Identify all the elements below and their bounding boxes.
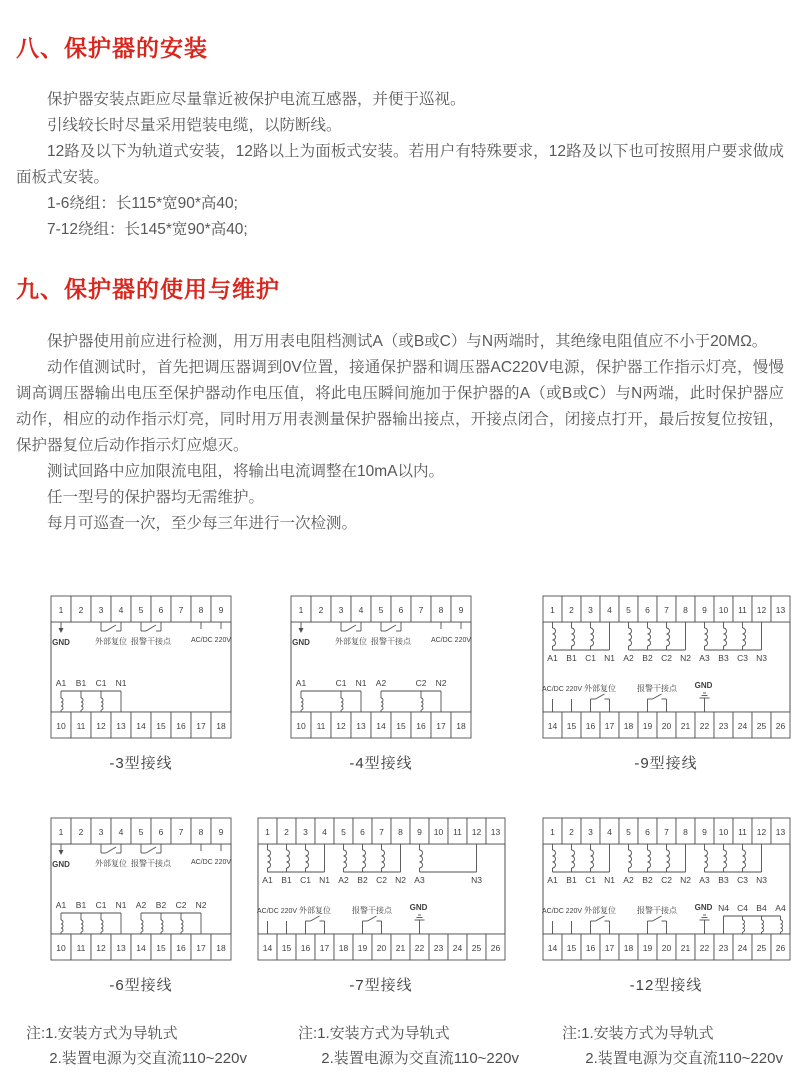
wiring-diagrams-grid — [16, 595, 784, 995]
footnotes — [16, 1021, 784, 1071]
svg-text:3: 3 — [98, 826, 104, 837]
svg-text:1: 1 — [549, 604, 555, 615]
wiring-diagram-type-6 — [50, 817, 232, 995]
svg-text:13: 13 — [356, 720, 366, 731]
wiring-diagram-svg — [257, 817, 506, 962]
svg-text:GND: GND — [292, 637, 310, 647]
svg-text:12: 12 — [96, 942, 106, 953]
svg-text:N3: N3 — [755, 874, 767, 885]
svg-text:14: 14 — [376, 720, 386, 731]
svg-text:B2: B2 — [641, 874, 653, 885]
svg-text:9: 9 — [218, 604, 224, 615]
svg-text:7: 7 — [663, 826, 669, 837]
svg-text:10: 10 — [296, 720, 306, 731]
svg-text:B1: B1 — [75, 677, 87, 688]
diagram-caption: -7型接线 — [349, 976, 413, 994]
svg-text:4: 4 — [606, 826, 612, 837]
svg-text:2: 2 — [283, 826, 289, 837]
svg-text:1: 1 — [58, 604, 64, 615]
svg-text:N1: N1 — [603, 652, 615, 663]
svg-text:25: 25 — [756, 720, 766, 731]
svg-text:外部复位: 外部复位 — [298, 905, 331, 915]
svg-text:13: 13 — [116, 942, 126, 953]
svg-text:15: 15 — [566, 720, 576, 731]
svg-text:12: 12 — [471, 826, 481, 837]
svg-text:17: 17 — [436, 720, 446, 731]
note-line: 注:1.安装方式为导轨式 — [298, 1024, 450, 1042]
svg-text:15: 15 — [156, 942, 166, 953]
svg-text:23: 23 — [433, 942, 443, 953]
note-line: 2.装置电源为交直流110~220v — [585, 1049, 783, 1067]
note-line: 注:1.安装方式为导轨式 — [26, 1024, 178, 1042]
svg-text:1: 1 — [549, 826, 555, 837]
svg-text:3: 3 — [587, 826, 593, 837]
svg-text:3: 3 — [338, 604, 344, 615]
wiring-diagram-drawing — [542, 817, 791, 962]
svg-text:6: 6 — [398, 604, 404, 615]
svg-text:8: 8 — [438, 604, 444, 615]
svg-text:N3: N3 — [470, 874, 482, 885]
svg-text:N1: N1 — [318, 874, 330, 885]
svg-text:14: 14 — [262, 942, 272, 953]
svg-text:B1: B1 — [565, 652, 577, 663]
svg-text:5: 5 — [625, 826, 631, 837]
svg-text:6: 6 — [644, 826, 650, 837]
svg-text:3: 3 — [587, 604, 593, 615]
svg-text:8: 8 — [198, 604, 204, 615]
svg-text:B1: B1 — [75, 899, 87, 910]
svg-text:8: 8 — [198, 826, 204, 837]
paragraph: 保护器使用前应进行检测，用万用表电阻档测试A（或B或C）与N两端时，其绝缘电阻值应不小于20MΩ。 — [47, 332, 768, 350]
svg-text:18: 18 — [623, 942, 633, 953]
svg-text:A2: A2 — [622, 652, 634, 663]
svg-text:2: 2 — [568, 604, 574, 615]
svg-text:N2: N2 — [679, 874, 691, 885]
svg-text:GND: GND — [694, 902, 712, 912]
paragraph: 12路及以下为轨道式安装，12路以上为面板式安装。若用户有特殊要求，12路及以下也可按照用户要求做成面板式安装。 — [16, 143, 784, 187]
svg-text:N4: N4 — [717, 902, 729, 913]
svg-text:25: 25 — [471, 942, 481, 953]
svg-text:外部复位: 外部复位 — [583, 683, 616, 693]
svg-text:8: 8 — [397, 826, 403, 837]
svg-text:A1: A1 — [55, 677, 67, 688]
svg-text:5: 5 — [378, 604, 384, 615]
svg-text:A1: A1 — [261, 874, 273, 885]
svg-text:21: 21 — [680, 942, 690, 953]
note-line: 注:1.安装方式为导轨式 — [562, 1024, 714, 1042]
svg-text:24: 24 — [452, 942, 462, 953]
wiring-diagram-drawing — [50, 817, 232, 962]
wiring-diagram-drawing — [290, 595, 472, 740]
svg-text:11: 11 — [76, 942, 86, 953]
svg-text:A3: A3 — [698, 874, 710, 885]
svg-text:C4: C4 — [736, 902, 748, 913]
svg-text:A3: A3 — [698, 652, 710, 663]
svg-text:4: 4 — [606, 604, 612, 615]
svg-text:AC/DC 220V: AC/DC 220V — [430, 636, 472, 644]
svg-text:16: 16 — [585, 720, 595, 731]
svg-text:C3: C3 — [736, 874, 748, 885]
svg-text:B3: B3 — [717, 652, 729, 663]
svg-text:18: 18 — [216, 720, 226, 731]
svg-text:2: 2 — [78, 604, 84, 615]
svg-text:4: 4 — [118, 826, 124, 837]
svg-text:8: 8 — [682, 826, 688, 837]
svg-text:N3: N3 — [755, 652, 767, 663]
svg-text:14: 14 — [547, 942, 557, 953]
svg-text:26: 26 — [775, 942, 785, 953]
diagram-caption: -6型接线 — [109, 976, 173, 994]
svg-text:GND: GND — [694, 680, 712, 690]
svg-text:AC/DC 220V: AC/DC 220V — [190, 858, 232, 866]
svg-text:C3: C3 — [736, 652, 748, 663]
svg-text:A1: A1 — [546, 652, 558, 663]
svg-text:B2: B2 — [155, 899, 167, 910]
paragraph: 每月可巡查一次，至少每三年进行一次检测。 — [47, 514, 358, 532]
svg-text:B3: B3 — [717, 874, 729, 885]
svg-text:14: 14 — [136, 942, 146, 953]
svg-text:外部复位: 外部复位 — [583, 905, 616, 915]
svg-text:18: 18 — [216, 942, 226, 953]
svg-text:12: 12 — [336, 720, 346, 731]
svg-text:AC/DC 220V: AC/DC 220V — [256, 907, 297, 915]
svg-text:7: 7 — [418, 604, 424, 615]
svg-text:26: 26 — [490, 942, 500, 953]
svg-text:12: 12 — [96, 720, 106, 731]
svg-text:N1: N1 — [115, 677, 127, 688]
svg-text:N1: N1 — [603, 874, 615, 885]
svg-text:7: 7 — [178, 604, 184, 615]
wiring-diagram-drawing — [257, 817, 506, 962]
svg-text:AC/DC 220V: AC/DC 220V — [190, 636, 232, 644]
svg-text:24: 24 — [737, 942, 747, 953]
svg-text:17: 17 — [319, 942, 329, 953]
svg-text:C2: C2 — [660, 874, 672, 885]
svg-text:4: 4 — [321, 826, 327, 837]
svg-text:2: 2 — [568, 826, 574, 837]
note-line: 2.装置电源为交直流110~220v — [321, 1049, 519, 1067]
svg-text:12: 12 — [756, 826, 766, 837]
svg-text:15: 15 — [396, 720, 406, 731]
svg-text:报警干接点: 报警干接点 — [371, 636, 411, 646]
svg-text:11: 11 — [76, 720, 86, 731]
svg-text:16: 16 — [416, 720, 426, 731]
svg-text:5: 5 — [138, 604, 144, 615]
svg-text:A3: A3 — [413, 874, 425, 885]
svg-text:9: 9 — [416, 826, 422, 837]
section-8-body — [16, 87, 784, 243]
svg-text:13: 13 — [775, 826, 785, 837]
svg-text:11: 11 — [737, 826, 747, 837]
section-9-body — [16, 329, 784, 537]
svg-text:GND: GND — [52, 637, 70, 647]
svg-text:18: 18 — [456, 720, 466, 731]
section-9-title: 九、保护器的使用与维护 — [16, 276, 280, 303]
diagram-caption: -9型接线 — [634, 754, 698, 772]
svg-text:9: 9 — [701, 826, 707, 837]
svg-text:N2: N2 — [394, 874, 406, 885]
svg-text:19: 19 — [642, 942, 652, 953]
paragraph: 保护器安装点距应尽量靠近被保护电流互感器，并便于巡视。 — [47, 91, 466, 109]
svg-text:19: 19 — [357, 942, 367, 953]
svg-text:15: 15 — [566, 942, 576, 953]
svg-text:C1: C1 — [584, 652, 596, 663]
svg-text:11: 11 — [316, 720, 326, 731]
svg-text:16: 16 — [176, 720, 186, 731]
svg-text:GND: GND — [52, 859, 70, 869]
svg-text:4: 4 — [358, 604, 364, 615]
wiring-diagram-type-7 — [257, 817, 506, 995]
svg-text:B2: B2 — [641, 652, 653, 663]
svg-text:AC/DC 220V: AC/DC 220V — [541, 907, 582, 915]
svg-text:B4: B4 — [755, 902, 767, 913]
svg-text:1: 1 — [264, 826, 270, 837]
svg-text:C2: C2 — [415, 677, 427, 688]
diagram-caption: -4型接线 — [349, 754, 413, 772]
svg-text:18: 18 — [338, 942, 348, 953]
svg-text:17: 17 — [196, 942, 206, 953]
svg-text:A2: A2 — [135, 899, 147, 910]
svg-text:25: 25 — [756, 942, 766, 953]
svg-text:21: 21 — [680, 720, 690, 731]
svg-text:7: 7 — [663, 604, 669, 615]
svg-text:24: 24 — [737, 720, 747, 731]
svg-text:外部复位: 外部复位 — [95, 636, 127, 646]
svg-text:2: 2 — [78, 826, 84, 837]
wiring-diagram-type-9 — [542, 595, 791, 773]
svg-text:B1: B1 — [565, 874, 577, 885]
svg-text:外部复位: 外部复位 — [95, 858, 127, 868]
svg-text:N2: N2 — [679, 652, 691, 663]
svg-text:9: 9 — [218, 826, 224, 837]
svg-text:A1: A1 — [295, 677, 307, 688]
svg-text:C1: C1 — [95, 677, 107, 688]
svg-text:13: 13 — [775, 604, 785, 615]
wiring-diagram-svg — [542, 817, 791, 962]
svg-text:10: 10 — [718, 826, 728, 837]
svg-text:10: 10 — [718, 604, 728, 615]
svg-text:6: 6 — [359, 826, 365, 837]
svg-text:10: 10 — [56, 942, 66, 953]
wiring-diagram-drawing — [542, 595, 791, 740]
svg-text:20: 20 — [661, 720, 671, 731]
svg-text:报警干接点: 报警干接点 — [131, 636, 171, 646]
wiring-diagram-type-4 — [290, 595, 472, 773]
svg-text:16: 16 — [300, 942, 310, 953]
wiring-diagram-svg — [542, 595, 791, 740]
svg-text:A2: A2 — [622, 874, 634, 885]
svg-text:17: 17 — [604, 720, 614, 731]
svg-text:22: 22 — [414, 942, 424, 953]
svg-text:N2: N2 — [435, 677, 447, 688]
svg-text:14: 14 — [136, 720, 146, 731]
svg-text:14: 14 — [547, 720, 557, 731]
svg-text:4: 4 — [118, 604, 124, 615]
diagram-caption: -3型接线 — [109, 754, 173, 772]
svg-text:C1: C1 — [584, 874, 596, 885]
svg-text:23: 23 — [718, 720, 728, 731]
svg-text:C1: C1 — [299, 874, 311, 885]
svg-text:15: 15 — [156, 720, 166, 731]
svg-text:6: 6 — [158, 826, 164, 837]
svg-text:20: 20 — [661, 942, 671, 953]
svg-text:C1: C1 — [335, 677, 347, 688]
note-line: 2.装置电源为交直流110~220v — [49, 1049, 247, 1067]
svg-text:A2: A2 — [337, 874, 349, 885]
svg-text:26: 26 — [775, 720, 785, 731]
note-column — [298, 1021, 562, 1071]
svg-text:9: 9 — [701, 604, 707, 615]
svg-text:22: 22 — [699, 942, 709, 953]
svg-text:AC/DC 220V: AC/DC 220V — [541, 685, 582, 693]
svg-text:B1: B1 — [280, 874, 292, 885]
svg-text:N1: N1 — [355, 677, 367, 688]
svg-text:C2: C2 — [375, 874, 387, 885]
svg-text:1: 1 — [58, 826, 64, 837]
note-column — [26, 1021, 298, 1071]
svg-text:C2: C2 — [660, 652, 672, 663]
svg-text:5: 5 — [138, 826, 144, 837]
svg-text:7: 7 — [378, 826, 384, 837]
svg-text:C2: C2 — [175, 899, 187, 910]
svg-text:6: 6 — [644, 604, 650, 615]
svg-text:7: 7 — [178, 826, 184, 837]
wiring-diagram-svg — [290, 595, 472, 740]
svg-text:1: 1 — [298, 604, 304, 615]
svg-text:20: 20 — [376, 942, 386, 953]
svg-text:报警干接点: 报警干接点 — [351, 905, 392, 915]
svg-text:3: 3 — [98, 604, 104, 615]
svg-text:10: 10 — [56, 720, 66, 731]
svg-text:11: 11 — [452, 826, 462, 837]
svg-text:C1: C1 — [95, 899, 107, 910]
svg-text:5: 5 — [340, 826, 346, 837]
wiring-diagram-svg — [50, 595, 232, 740]
svg-text:17: 17 — [196, 720, 206, 731]
svg-text:13: 13 — [490, 826, 500, 837]
svg-text:22: 22 — [699, 720, 709, 731]
svg-text:报警干接点: 报警干接点 — [636, 683, 677, 693]
wiring-diagram-drawing — [50, 595, 232, 740]
svg-text:A1: A1 — [55, 899, 67, 910]
svg-text:报警干接点: 报警干接点 — [131, 858, 171, 868]
svg-text:B2: B2 — [356, 874, 368, 885]
paragraph: 引线较长时尽量采用铠装电缆，以防断线。 — [47, 117, 342, 135]
section-8-title: 八、保护器的安装 — [16, 35, 208, 61]
svg-text:12: 12 — [756, 604, 766, 615]
svg-text:9: 9 — [458, 604, 464, 615]
svg-text:GND: GND — [409, 902, 427, 912]
svg-text:18: 18 — [623, 720, 633, 731]
diagram-caption: -12型接线 — [629, 976, 703, 994]
wiring-diagram-type-3 — [50, 595, 232, 773]
svg-text:21: 21 — [395, 942, 405, 953]
paragraph: 7-12绕组：长145*宽90*高40; — [47, 221, 248, 239]
svg-text:16: 16 — [176, 942, 186, 953]
paragraph: 任一型号的保护器均无需维护。 — [47, 488, 265, 506]
svg-text:16: 16 — [585, 942, 595, 953]
svg-text:5: 5 — [625, 604, 631, 615]
paragraph: 动作值测试时，首先把调压器调到0V位置，接通保护器和调压器AC220V电源，保护器工作指示灯亮，慢慢调高调压器输出电压至保护器动作电压值，将此电压瞬间施加于保护器的A（或B或C）与N两端，此时保护器应动作，相应的动作指示灯亮，同时用万用表测量保护器输出接点，开接点闭合，闭接点打开，最后按复位按钮，保护器复位后动作指示灯应熄灭。 — [16, 358, 784, 454]
svg-text:11: 11 — [737, 604, 747, 615]
svg-text:2: 2 — [318, 604, 324, 615]
wiring-diagram-svg — [50, 817, 232, 962]
svg-text:23: 23 — [718, 942, 728, 953]
svg-text:15: 15 — [281, 942, 291, 953]
svg-text:19: 19 — [642, 720, 652, 731]
svg-text:13: 13 — [116, 720, 126, 731]
paragraph: 测试回路中应加限流电阻，将输出电流调整在10mA以内。 — [47, 462, 444, 480]
svg-text:报警干接点: 报警干接点 — [636, 905, 677, 915]
svg-text:A2: A2 — [375, 677, 387, 688]
wiring-diagram-type-12 — [542, 817, 791, 995]
svg-text:N2: N2 — [195, 899, 207, 910]
svg-text:外部复位: 外部复位 — [335, 636, 367, 646]
svg-text:A1: A1 — [546, 874, 558, 885]
svg-text:10: 10 — [433, 826, 443, 837]
note-column — [562, 1021, 784, 1071]
paragraph: 1-6绕组：长115*宽90*高40; — [47, 195, 238, 213]
svg-text:8: 8 — [682, 604, 688, 615]
svg-text:N1: N1 — [115, 899, 127, 910]
svg-text:3: 3 — [302, 826, 308, 837]
svg-text:6: 6 — [158, 604, 164, 615]
svg-text:A4: A4 — [774, 902, 786, 913]
svg-text:17: 17 — [604, 942, 614, 953]
